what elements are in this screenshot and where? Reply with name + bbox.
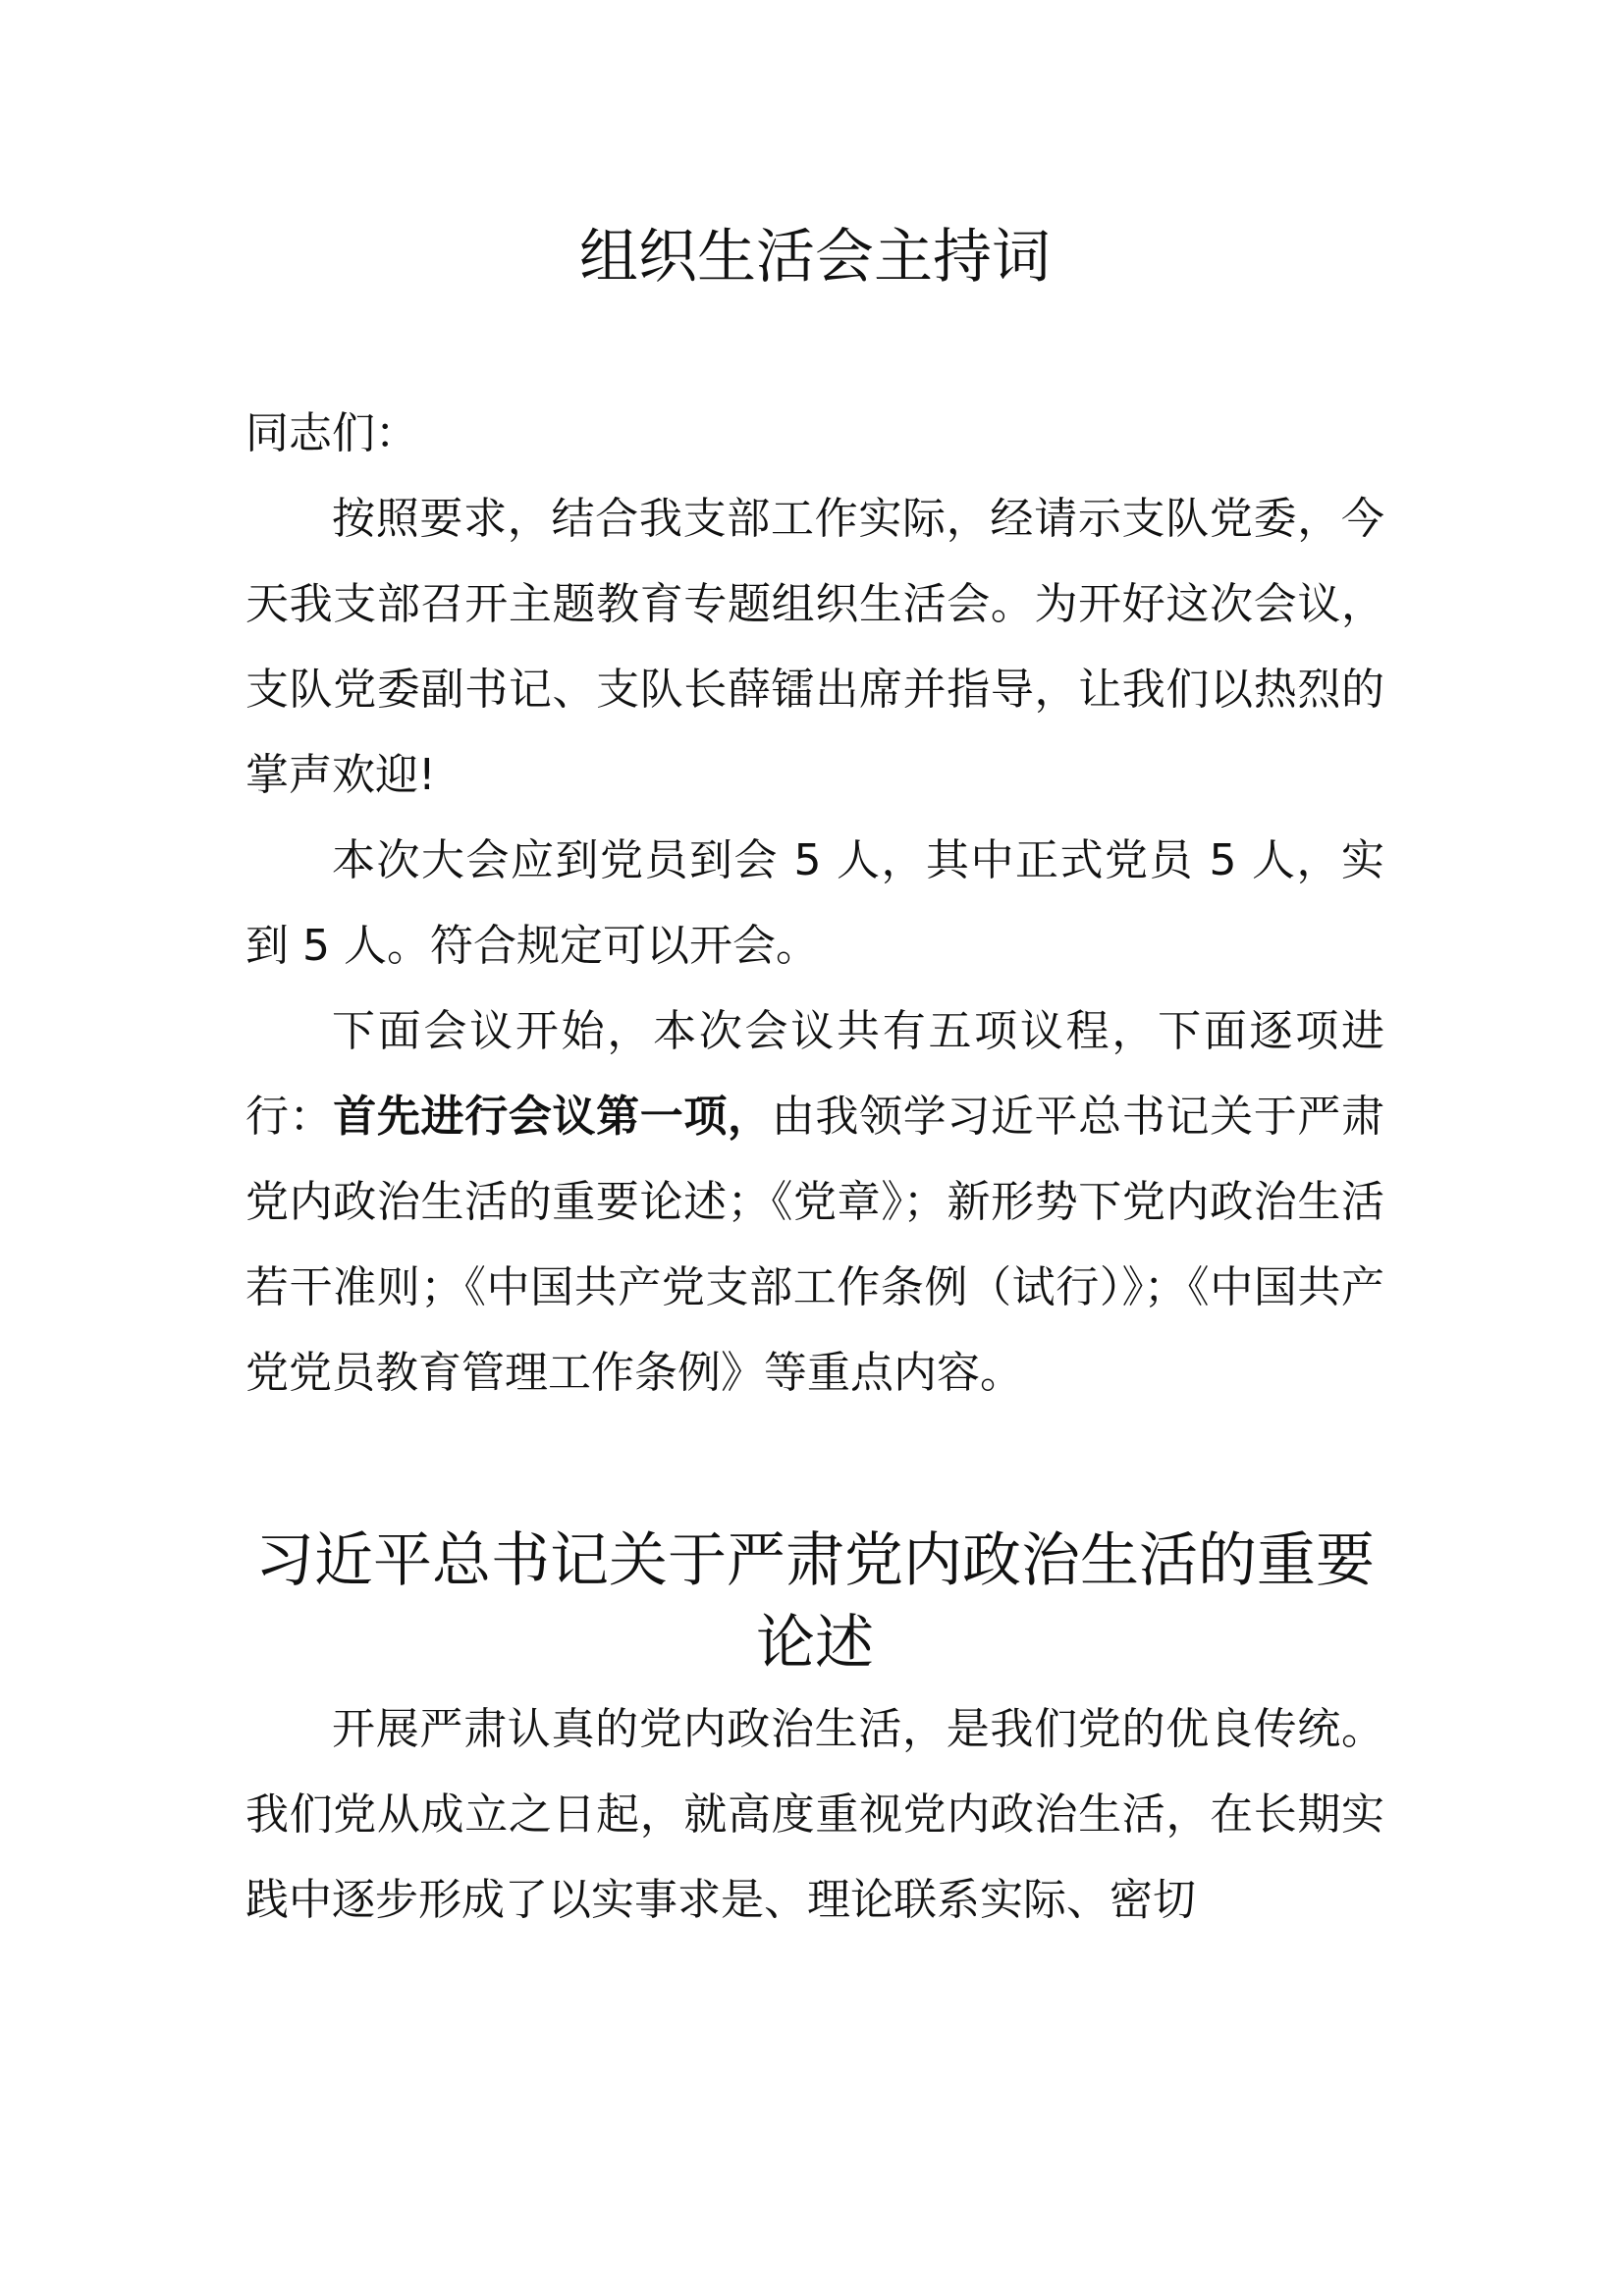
section-heading: 习近平总书记关于严肃党内政治生活的重要论述: [255, 1526, 1375, 1678]
paragraph-attendance: 本次大会应到党员到会 5 人，其中正式党员 5 人，实到 5 人。符合规定可以开会。: [245, 835, 1384, 971]
agenda-first-item: 首先进行会议第一项，: [333, 1092, 772, 1142]
paragraph-opening: 按照要求，结合我支部工作实际，经请示支队党委，今天我支部召开主题教育专题组织生活会。为开好这次会议，支队党委副书记、支队长薛镭出席并指导，让我们以热烈的掌声欢迎!: [245, 494, 1384, 800]
paragraph-section-body: 开展严肃认真的党内政治生活，是我们党的优良传统。我们党从成立之日起，就高度重视党内政治生活，在长期实践中逐步形成了以实事求是、理论联系实际、密切: [245, 1704, 1384, 1925]
paragraph-agenda: [245, 988, 1384, 1415]
agenda-lead-text: 下面会议开始，本次会议共有五项议程，下面逐项进行：: [245, 1006, 1384, 1142]
salutation: 同志们：: [245, 408, 418, 458]
document-title: 组织生活会主持词: [579, 223, 1051, 292]
agenda-study-content: 由我领学习近平总书记关于严肃党内政治生活的重要论述；《党章》；新形势下党内政治生活若干准则；《中国共产党支部工作条例（试行）》；《中国共产党党员教育管理工作条例》等重点内容。: [245, 1092, 1385, 1398]
